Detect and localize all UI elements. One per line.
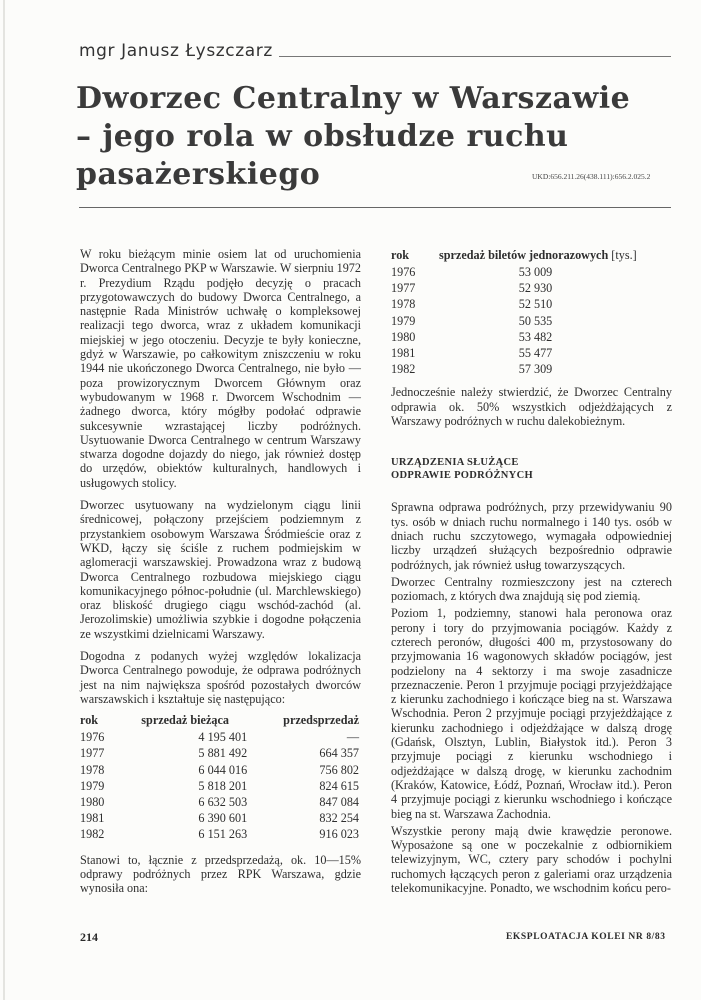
cell-presales: 756 802 — [319, 762, 359, 777]
ukd-classification: UKD:656.211.26(438.111):656.2.025.2 — [532, 172, 651, 181]
cell-year: 1976 — [391, 265, 416, 279]
right-column — [391, 247, 672, 898]
column-header: sprzedaż bieżąca — [141, 713, 229, 728]
paragraph: Wszystkie perony mają dwie krawędzie peronowe. Wyposażone są one w poczekalnie z odbiornikiem telewizyjnym, WC, cztery pary schodów i pochylni ruchomych łączących peron z galeriami oraz urządzenia telekomunikacyjne. Ponadto, we wschodnim końcu pero- — [391, 823, 672, 896]
cell-presales: 664 357 — [319, 746, 359, 761]
cell-ticket-sales: 50 535 — [518, 313, 553, 328]
table-row — [391, 345, 672, 361]
cell-presales: 916 023 — [319, 827, 359, 842]
table-row — [80, 762, 361, 778]
table-row — [391, 313, 672, 329]
cell-presales: — — [346, 730, 359, 745]
cell-presales: 824 615 — [319, 778, 359, 793]
paragraph: Stanowi to, łącznie z przedsprzedażą, ok. 10—15% odprawy podróżnych przez RPK Warszawa, gdzie wynosiła ona: — [80, 852, 361, 896]
title-divider — [79, 207, 671, 208]
scan-edge-shadow — [3, 0, 5, 1000]
page-number: 214 — [80, 930, 98, 944]
cell-year: 1978 — [391, 297, 416, 312]
table-row — [80, 826, 361, 842]
cell-current-sales: 4 195 401 — [198, 730, 248, 745]
section-heading — [391, 456, 672, 482]
cell-year: 1976 — [80, 730, 105, 745]
journal-footer: EKSPLOATACJA KOLEI NR 8/83 — [506, 932, 666, 942]
cell-year: 1981 — [391, 346, 416, 361]
cell-year: 1982 — [391, 362, 416, 377]
cell-current-sales: 6 151 263 — [198, 827, 248, 842]
left-column — [80, 247, 361, 904]
cell-year: 1979 — [80, 778, 105, 793]
cell-ticket-sales: 53 009 — [518, 265, 553, 279]
table-header-row — [80, 712, 361, 729]
paragraph: Dworzec Centralny rozmieszczony jest na czterech poziomach, z których dwa znajdują się pod ziemią. — [391, 574, 672, 604]
cell-ticket-sales: 52 510 — [518, 297, 553, 312]
column-header: przedsprzedaż — [283, 713, 359, 728]
section-heading-line: URZĄDZENIA SŁUŻĄCE — [391, 457, 519, 469]
paragraph: Dworzec usytuowany na wydzielonym ciągu linii średnicowej, połączony przejściem podziemnym z przystankiem osobowym Warszawa Śródmieście oraz z WKD, łączy się ściśle z ruchem podmiejskim w aglomeracji warszawskiej. Prowadzona wraz z budową Dworca Centralnego rozbudowa miejskiego ciągu komunikacyjnego północ-południe (ul. Marchlewskiego) oraz bliskość drugiego ciągu wschód-zachód (al. Jerozolimskie) umożliwia szybkie i dogodne połączenia ze wszystkimi dzielnicami Warszawy. — [80, 498, 361, 641]
table-row — [391, 280, 672, 296]
cell-year: 1980 — [80, 795, 105, 810]
tickets-table — [391, 247, 672, 377]
cell-presales: 847 084 — [319, 795, 359, 810]
article-title — [76, 80, 631, 194]
author-line — [79, 41, 671, 61]
paragraph: Dogodna z podanych wyżej względów lokalizacja Dworca Centralnego powoduje, że odprawa podróżnych jest na nim największa spośród pozostałych dworców warszawskich i kształtuje się następująco: — [80, 649, 361, 706]
paragraph: W roku bieżącym minie osiem lat od uruchomienia Dworca Centralnego PKP w Warszawie. W sierpniu 1972 r. Prezydium Rządu podjęło decyzję o pracach przygotowawczych do budowy Dworca Centralnego, a następnie Rada Ministrów uchwałę o kompleksowej realizacji tego dworca, wraz z układem komunikacji miejskiej w jego otoczeniu. Decyzje te były konieczne, gdyż w Warszawie, po całkowitym zniszczeniu w roku 1944 nie ukończonego Dworca Centralnego, nie było — poza prowizorycznym Dworcem Głównym oraz wybudowanym w 1968 r. Dworcem Wschodnim — żadnego dworca, który mógłby podołać odprawie sukcesywnie wzrastającej liczby podróżnych. Usytuowanie Dworca Centralnego w centrum Warszawy stwarza dogodne dojazdy do niego, jak również dostęp do urzędów, obiektów kulturalnych, handlowych i usługowych stolicy. — [80, 247, 361, 490]
column-header-label: sprzedaż biletów jednorazowych — [439, 248, 609, 262]
cell-current-sales: 5 818 201 — [198, 778, 248, 793]
column-header-unit: [tys.] — [611, 248, 637, 262]
table-row — [391, 329, 672, 345]
cell-current-sales: 6 632 503 — [198, 795, 248, 810]
table-row — [80, 794, 361, 810]
paragraph: Jednocześnie należy stwierdzić, że Dworzec Centralny odprawia ok. 50% wszystkich odjeżdżających z Warszawy podróżnych w ruchu dalekobieżnym. — [391, 385, 672, 429]
cell-year: 1982 — [80, 827, 105, 842]
author-rule — [279, 56, 671, 57]
title-line: Dworzec Centralny w Warszawie — [76, 81, 631, 116]
table-row — [391, 264, 672, 280]
paragraph: Sprawna odprawa podróżnych, przy przewidywaniu 90 tys. osób w dniach ruchu normalnego i 140 tys. osób w dniach ruchu szczytowego, wymagała odpowiedniej liczby urządzeń służących bezpośrednio odprawie podróżnych, jak również usług towarzyszących. — [391, 500, 672, 572]
author-name: mgr Janusz Łyszczarz — [79, 41, 273, 61]
cell-presales: 832 254 — [319, 811, 359, 826]
cell-current-sales: 6 390 601 — [198, 811, 248, 826]
column-header: rok — [391, 248, 410, 262]
cell-ticket-sales: 57 309 — [518, 362, 553, 377]
cell-year: 1978 — [80, 762, 105, 777]
table-row — [80, 778, 361, 794]
sales-table — [80, 712, 361, 842]
column-header — [439, 247, 672, 264]
table-row — [80, 729, 361, 745]
table-row — [391, 361, 672, 377]
cell-year: 1977 — [80, 746, 105, 761]
column-header: rok — [80, 713, 99, 728]
table-row — [80, 745, 361, 761]
cell-ticket-sales: 55 477 — [518, 346, 553, 361]
cell-current-sales: 6 044 016 — [198, 762, 248, 777]
table-row — [391, 296, 672, 312]
section-heading-line: ODPRAWIE PODRÓŻNYCH — [391, 470, 533, 482]
cell-current-sales: 5 881 492 — [198, 746, 248, 761]
cell-ticket-sales: 53 482 — [518, 329, 553, 344]
table-header-row — [391, 247, 672, 264]
title-line: pasażerskiego — [76, 157, 321, 192]
cell-year: 1980 — [391, 329, 416, 344]
title-line: – jego rola w obsłudze ruchu — [76, 119, 569, 154]
cell-ticket-sales: 52 930 — [518, 281, 553, 296]
table-row — [80, 810, 361, 826]
cell-year: 1979 — [391, 313, 416, 328]
cell-year: 1981 — [80, 811, 105, 826]
paragraph: Poziom 1, podziemny, stanowi hala peronowa oraz perony i tory do przyjmowania pociągów. Każdy z czterech peronów, długości 400 m, przystosowany do przyjmowania 16 wagonowych składów pociągów, jest podzielony na 4 sektorzy i ma swoje zasadnicze przeznaczenie. Peron 1 przyjmuje pociągi przyjeżdżające z kierunku zachodniego i kończące bieg na st. Warszawa Wschodnia. Peron 2 przyjmuje pociągi przyjeżdżające z kierunku zachodniego i odjeżdżające w dalszą drogę (Gdańsk, Olsztyn, Lublin, Białystok itd.). Peron 3 przyjmuje pociągi z kierunku wschodniego i odjeżdżające w dalszą drogę, w kierunku zachodnim (Kraków, Katowice, Łódź, Poznań, Wrocław itd.). Peron 4 przyjmuje pociągi z kierunku wschodniego i kończące bieg na st. Warszawa Zachodnia. — [391, 606, 672, 821]
cell-year: 1977 — [391, 281, 416, 296]
